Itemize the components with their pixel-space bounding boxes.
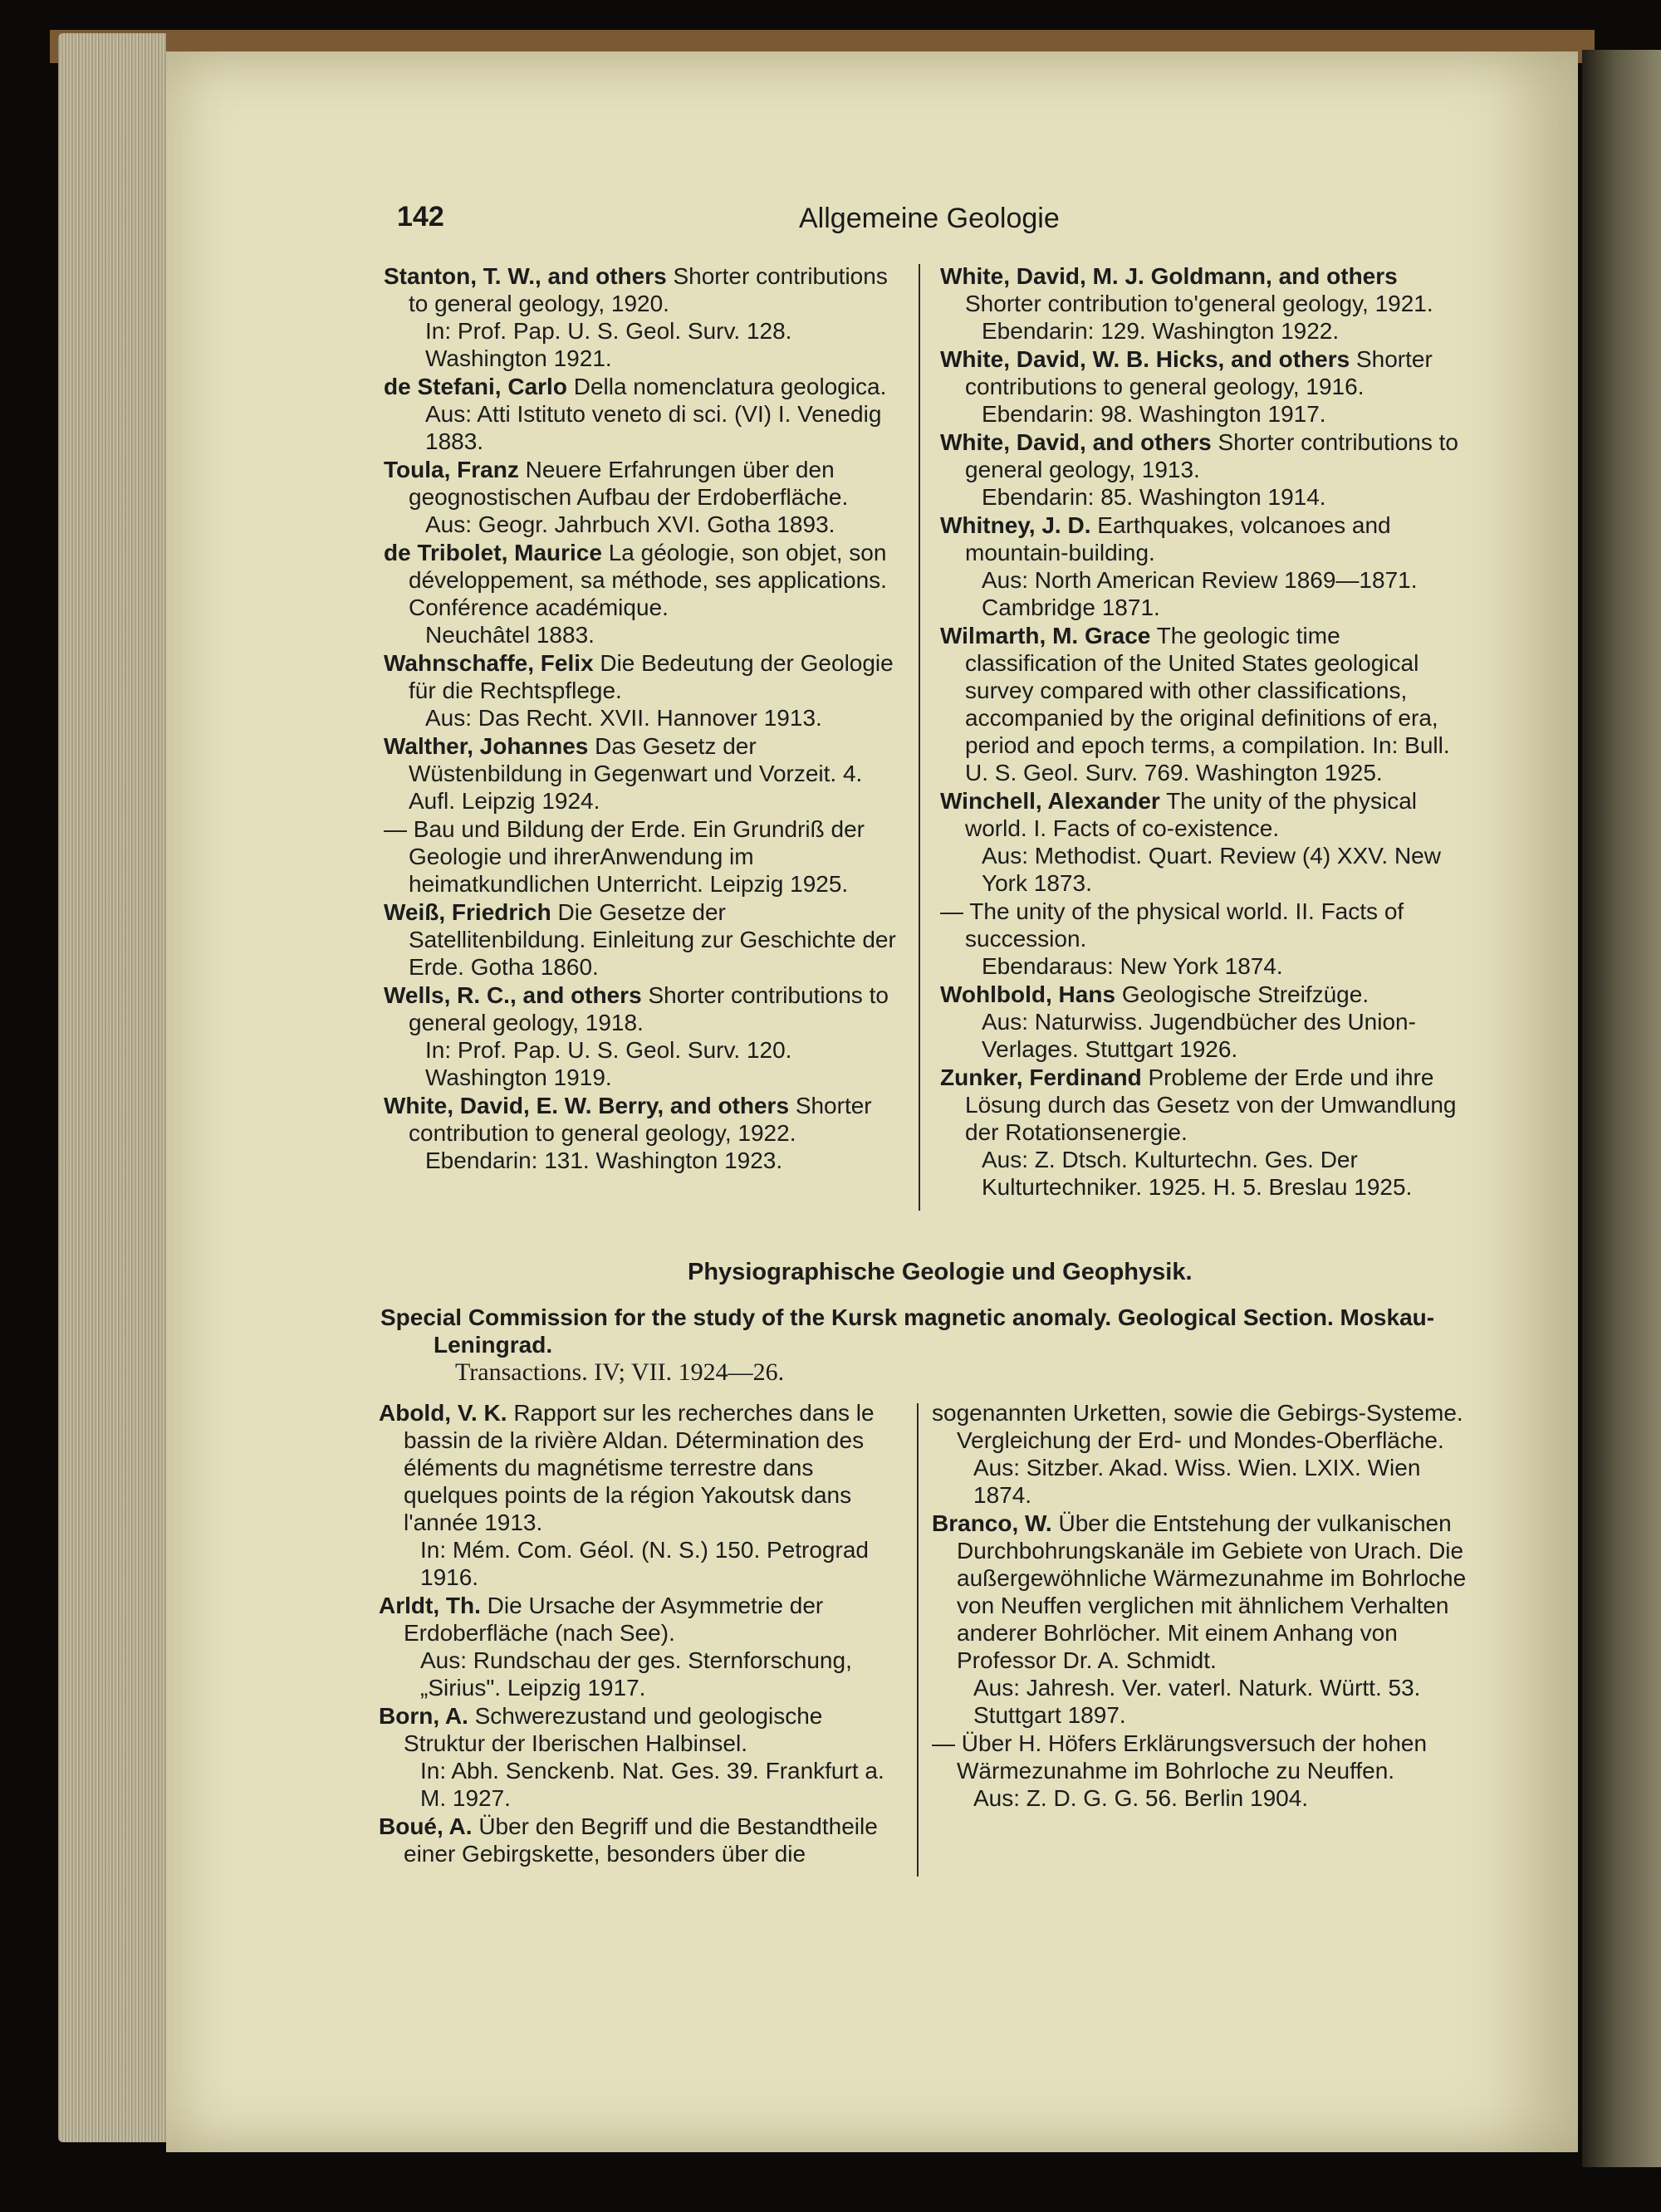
entry-author: Arldt, Th. <box>379 1593 481 1618</box>
entry-title: Über die Entstehung der vulkanischen Durchbohrungskanäle im Gebiete von Urach. Die außergewöhnliche Wärmezunahme im Bohrloche von Neuffen verglichen mit ähnlichem Verhalten anderer Bohrlöcher. Mit einem Anhang von Professor Dr. A. Schmidt. <box>957 1510 1467 1673</box>
entry-source: In: Prof. Pap. U. S. Geol. Surv. 120. Washington 1919. <box>425 1037 792 1090</box>
entry-title: — Bau und Bildung der Erde. Ein Grundriß der Geologie und ihrerAnwendung im heimatkundlichen Unterricht. Leipzig 1925. <box>384 816 865 897</box>
entry-title: Shorter contribution to general geology, 1922. <box>409 1093 872 1146</box>
entry-source: Aus: North American Review 1869—1871. Cambridge 1871. <box>982 567 1418 620</box>
bibliography-entry <box>940 981 1472 1063</box>
entry-author: Boué, A. <box>379 1813 473 1839</box>
entry-author: White, David, W. B. Hicks, and others <box>940 346 1350 372</box>
entry-author: Abold, V. K. <box>379 1400 507 1426</box>
bibliography-entry <box>379 1813 902 1867</box>
bibliography-entry <box>940 622 1472 786</box>
entry-author: Winchell, Alexander <box>940 788 1160 814</box>
entry-source: Ebendarin: 85. Washington 1914. <box>982 484 1326 510</box>
entry-source: Ebendaraus: New York 1874. <box>982 953 1283 979</box>
entry-title: Das Gesetz der Wüstenbildung in Gegenwart und Vorzeit. 4. Aufl. Leipzig 1924. <box>409 733 863 814</box>
bibliography-entry <box>940 262 1472 345</box>
entry-source: Aus: Naturwiss. Jugendbücher des Union-Verlages. Stuttgart 1926. <box>982 1009 1416 1062</box>
entry-title: Rapport sur les recherches dans le bassin de la rivière Aldan. Détermination des éléments du magnétisme terrestre dans quelques points de la région Yakoutsk dans l'année 1913. <box>404 1400 875 1535</box>
entry-title: Die Bedeutung der Geologie für die Rechtspflege. <box>409 650 894 703</box>
entry-title: Die Gesetze der Satellitenbildung. Einleitung zur Geschichte der Erde. Gotha 1860. <box>409 899 896 980</box>
entry-title: Über den Begriff und die Bestandtheile einer Gebirgskette, besonders über die <box>404 1813 878 1867</box>
entry-title: Shorter contributions to general geology, 1920. <box>409 263 888 316</box>
entry-title: Probleme der Erde und ihre Lösung durch das Gesetz von der Umwandlung der Rotationsenergie. <box>965 1064 1457 1145</box>
entry-title: Neuere Erfahrungen über den geognostischen Aufbau der Erdoberfläche. <box>409 457 849 510</box>
entry-title: Earthquakes, volcanoes and mountain-building. <box>965 512 1391 565</box>
entry-source: Aus: Atti Istituto veneto di sci. (VI) I. Venedig 1883. <box>425 401 882 454</box>
entry-source: Aus: Jahresh. Ver. vaterl. Naturk. Württ. 53. Stuttgart 1897. <box>973 1675 1421 1728</box>
entry-source: Aus: Das Recht. XVII. Hannover 1913. <box>425 705 822 731</box>
entry-source: Aus: Sitzber. Akad. Wiss. Wien. LXIX. Wien 1874. <box>973 1455 1421 1508</box>
entry-author: Born, A. <box>379 1703 468 1729</box>
entry-author: Branco, W. <box>932 1510 1052 1536</box>
entry-title: The unity of the physical world. I. Facts of co-existence. <box>965 788 1418 841</box>
entry-source: Aus: Geogr. Jahrbuch XVI. Gotha 1893. <box>425 511 835 537</box>
bibliography-entry <box>940 428 1472 511</box>
entry-author: de Stefani, Carlo <box>384 374 567 399</box>
bibliography-entry <box>940 345 1472 428</box>
entry-source: Neuchâtel 1883. <box>425 622 595 648</box>
bibliography-entry <box>932 1399 1472 1509</box>
entry-title: — The unity of the physical world. II. Facts of succession. <box>940 898 1404 952</box>
entry-source: Aus: Methodist. Quart. Review (4) XXV. New York 1873. <box>982 843 1441 896</box>
entry-author: Wohlbold, Hans <box>940 981 1116 1007</box>
entry-author: Wells, R. C., and others <box>384 982 642 1008</box>
lower-left-column <box>379 1399 902 1868</box>
entry-title: Della nomenclatura geologica. <box>573 374 887 399</box>
entry-title: Shorter contributions to general geology, 1913. <box>965 429 1458 482</box>
bibliography-entry <box>384 539 907 648</box>
section-title: Physiographische Geologie und Geophysik. <box>688 1259 1193 1285</box>
entry-author: Wilmarth, M. Grace <box>940 623 1151 648</box>
upper-column-divider <box>919 264 920 1211</box>
bibliography-entry <box>384 1092 907 1174</box>
entry-author: Walther, Johannes <box>384 733 589 759</box>
bibliography-entry <box>940 1064 1472 1201</box>
page-edges <box>58 33 166 2142</box>
special-commission-entry <box>380 1304 1513 1358</box>
entry-author: White, David, M. J. Goldmann, and others <box>940 263 1398 289</box>
entry-title: sogenannten Urketten, sowie die Gebirgs-Systeme. Vergleichung der Erd- und Mondes-Oberfläche. <box>932 1400 1463 1453</box>
bibliography-entry <box>379 1702 902 1812</box>
bibliography-entry <box>384 981 907 1091</box>
bibliography-entry <box>384 815 907 898</box>
bibliography-entry <box>384 898 907 981</box>
facing-page-edge <box>1582 50 1661 2167</box>
entry-title: Schwerezustand und geologische Struktur der Iberischen Halbinsel. <box>404 1703 823 1756</box>
bibliography-entry <box>940 787 1472 897</box>
entry-source: In: Abh. Senckenb. Nat. Ges. 39. Frankfurt a. M. 1927. <box>420 1758 884 1811</box>
entry-title: Shorter contributions to general geology, 1918. <box>409 982 889 1035</box>
bibliography-entry <box>384 649 907 732</box>
bibliography-entry <box>379 1592 902 1701</box>
bibliography-entry <box>932 1730 1472 1812</box>
entry-author: de Tribolet, Maurice <box>384 540 602 565</box>
entry-title: The geologic time classification of the United States geological survey compared with other classifications, accompanied by the original definitions of era, period and epoch terms, a compilation. In: Bull. U. S. Geol. Surv. 769. Washington 1925. <box>965 623 1450 785</box>
bibliography-entry <box>384 732 907 815</box>
entry-author: White, David, E. W. Berry, and others <box>384 1093 790 1118</box>
entry-title: La géologie, son objet, son développement, sa méthode, ses applications. Conférence académique. <box>409 540 887 620</box>
transactions-line: Transactions. IV; VII. 1924—26. <box>455 1358 785 1386</box>
entry-title: Shorter contribution to'general geology, 1921. <box>965 291 1433 316</box>
bibliography-entry <box>384 262 907 372</box>
entry-author: Stanton, T. W., and others <box>384 263 667 289</box>
entry-source: Ebendarin: 131. Washington 1923. <box>425 1148 783 1173</box>
lower-right-column <box>932 1399 1472 1813</box>
entry-source: Aus: Z. D. G. G. 56. Berlin 1904. <box>973 1785 1309 1811</box>
entry-title: Die Ursache der Asymmetrie der Erdoberfläche (nach See). <box>404 1593 824 1646</box>
upper-right-column <box>940 262 1472 1201</box>
bibliography-entry <box>932 1510 1472 1729</box>
entry-author: Wahnschaffe, Felix <box>384 650 594 676</box>
page-number: 142 <box>397 201 444 232</box>
bibliography-entry <box>940 511 1472 621</box>
lower-column-divider <box>917 1403 919 1877</box>
bibliography-entry <box>940 898 1472 980</box>
entry-source: Ebendarin: 129. Washington 1922. <box>982 318 1340 344</box>
entry-author: Weiß, Friedrich <box>384 899 551 925</box>
entry-author: Toula, Franz <box>384 457 519 482</box>
entry-author: Whitney, J. D. <box>940 512 1091 538</box>
bibliography-entry <box>384 456 907 538</box>
entry-title: Shorter contributions to general geology, 1916. <box>965 346 1433 399</box>
entry-title: Geologische Streifzüge. <box>1121 981 1369 1007</box>
entry-source: In: Mém. Com. Géol. (N. S.) 150. Petrograd 1916. <box>420 1537 869 1590</box>
entry-author: Zunker, Ferdinand <box>940 1064 1142 1090</box>
entry-source: Aus: Rundschau der ges. Sternforschung, „Sirius". Leipzig 1917. <box>420 1647 852 1701</box>
entry-source: Ebendarin: 98. Washington 1917. <box>982 401 1326 427</box>
special-commission-name: Special Commission for the study of the Kursk magnetic anomaly. Geological Section. Moskau-Leningrad. <box>380 1304 1435 1358</box>
entry-source: Aus: Z. Dtsch. Kulturtechn. Ges. Der Kulturtechniker. 1925. H. 5. Breslau 1925. <box>982 1147 1413 1200</box>
upper-left-column <box>384 262 907 1175</box>
page-header <box>397 201 1443 239</box>
entry-title: — Über H. Höfers Erklärungsversuch der hohen Wärmezunahme im Bohrloche zu Neuffen. <box>932 1730 1428 1784</box>
bibliography-entry <box>379 1399 902 1591</box>
entry-author: White, David, and others <box>940 429 1212 455</box>
running-title: Allgemeine Geologie <box>799 203 1060 234</box>
bibliography-entry <box>384 373 907 455</box>
entry-source: In: Prof. Pap. U. S. Geol. Surv. 128. Washington 1921. <box>425 318 792 371</box>
